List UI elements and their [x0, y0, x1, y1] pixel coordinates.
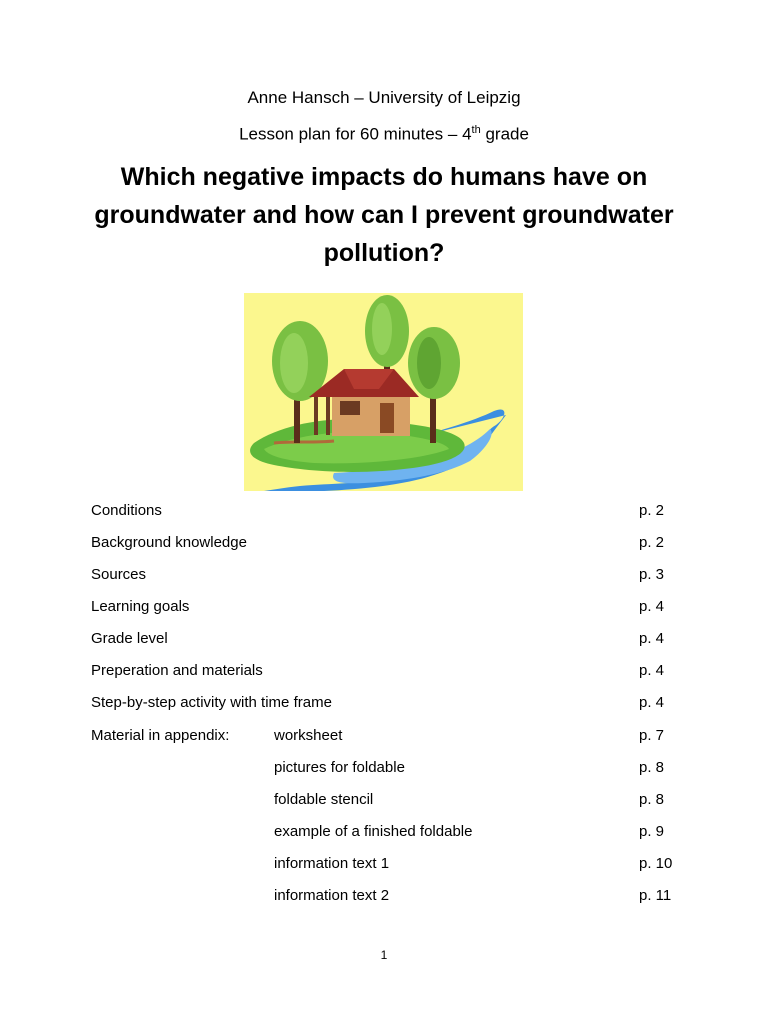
toc-row-grade-level: [0, 630, 768, 652]
appendix-label: Material in appendix:: [91, 727, 230, 744]
toc-page: p. 2: [639, 534, 665, 551]
toc-label: Background knowledge: [91, 534, 247, 551]
toc-row-learning-goals: [0, 598, 768, 620]
toc-page: p. 10: [639, 855, 673, 872]
document-title: Which negative impacts do humans have on groundwater and how can I prevent groundwater pollution?: [94, 163, 674, 267]
toc-page: p. 4: [639, 630, 665, 647]
toc-label: Learning goals: [91, 598, 190, 615]
toc-label: Conditions: [91, 502, 162, 519]
subtitle-ordinal: th: [471, 124, 481, 136]
toc-page: p. 4: [639, 598, 665, 615]
toc-page: p. 11: [639, 887, 672, 904]
toc-page: p. 8: [639, 759, 665, 776]
toc-row-appendix-info-2: [0, 887, 768, 909]
author-line: Anne Hansch – University of Leipzig: [247, 88, 521, 107]
lesson-plan-subtitle: [0, 124, 768, 145]
toc-sub-label: example of a finished foldable: [274, 823, 473, 840]
toc-row-sources: [0, 566, 768, 588]
toc-sub-label: pictures for foldable: [274, 759, 405, 776]
page-number: 1: [380, 948, 388, 962]
toc-row-appendix-stencil: [0, 791, 768, 813]
toc-row-background-knowledge: [0, 534, 768, 556]
toc-page: p. 4: [639, 694, 665, 711]
toc-page: p. 8: [639, 791, 665, 808]
toc-sub-label: information text 2: [274, 887, 390, 904]
house-by-river-illustration: [244, 293, 523, 491]
toc-page: p. 3: [639, 566, 665, 583]
toc-sub-label: information text 1: [274, 855, 390, 872]
toc-label: Preperation and materials: [91, 662, 263, 679]
toc-sub-label: worksheet: [274, 727, 343, 744]
subtitle-suffix: grade: [480, 124, 529, 144]
toc-row-step-by-step: [0, 694, 768, 716]
toc-label: Grade level: [91, 630, 168, 647]
toc-row-preparation-materials: [0, 662, 768, 684]
toc-sub-label: foldable stencil: [274, 791, 374, 808]
toc-page: p. 2: [639, 502, 665, 519]
toc-page: p. 4: [639, 662, 665, 679]
toc-row-appendix-worksheet: [0, 727, 768, 749]
subtitle-prefix: Lesson plan for 60 minutes – 4: [239, 124, 472, 144]
toc-row-appendix-info-1: [0, 855, 768, 877]
toc-row-conditions: [0, 502, 768, 524]
toc-label: Step-by-step activity with time frame: [91, 694, 332, 711]
toc-row-appendix-pictures: [0, 759, 768, 781]
toc-page: p. 7: [639, 727, 665, 744]
toc-row-appendix-example: [0, 823, 768, 845]
toc-page: p. 9: [639, 823, 665, 840]
toc-label: Sources: [91, 566, 147, 583]
